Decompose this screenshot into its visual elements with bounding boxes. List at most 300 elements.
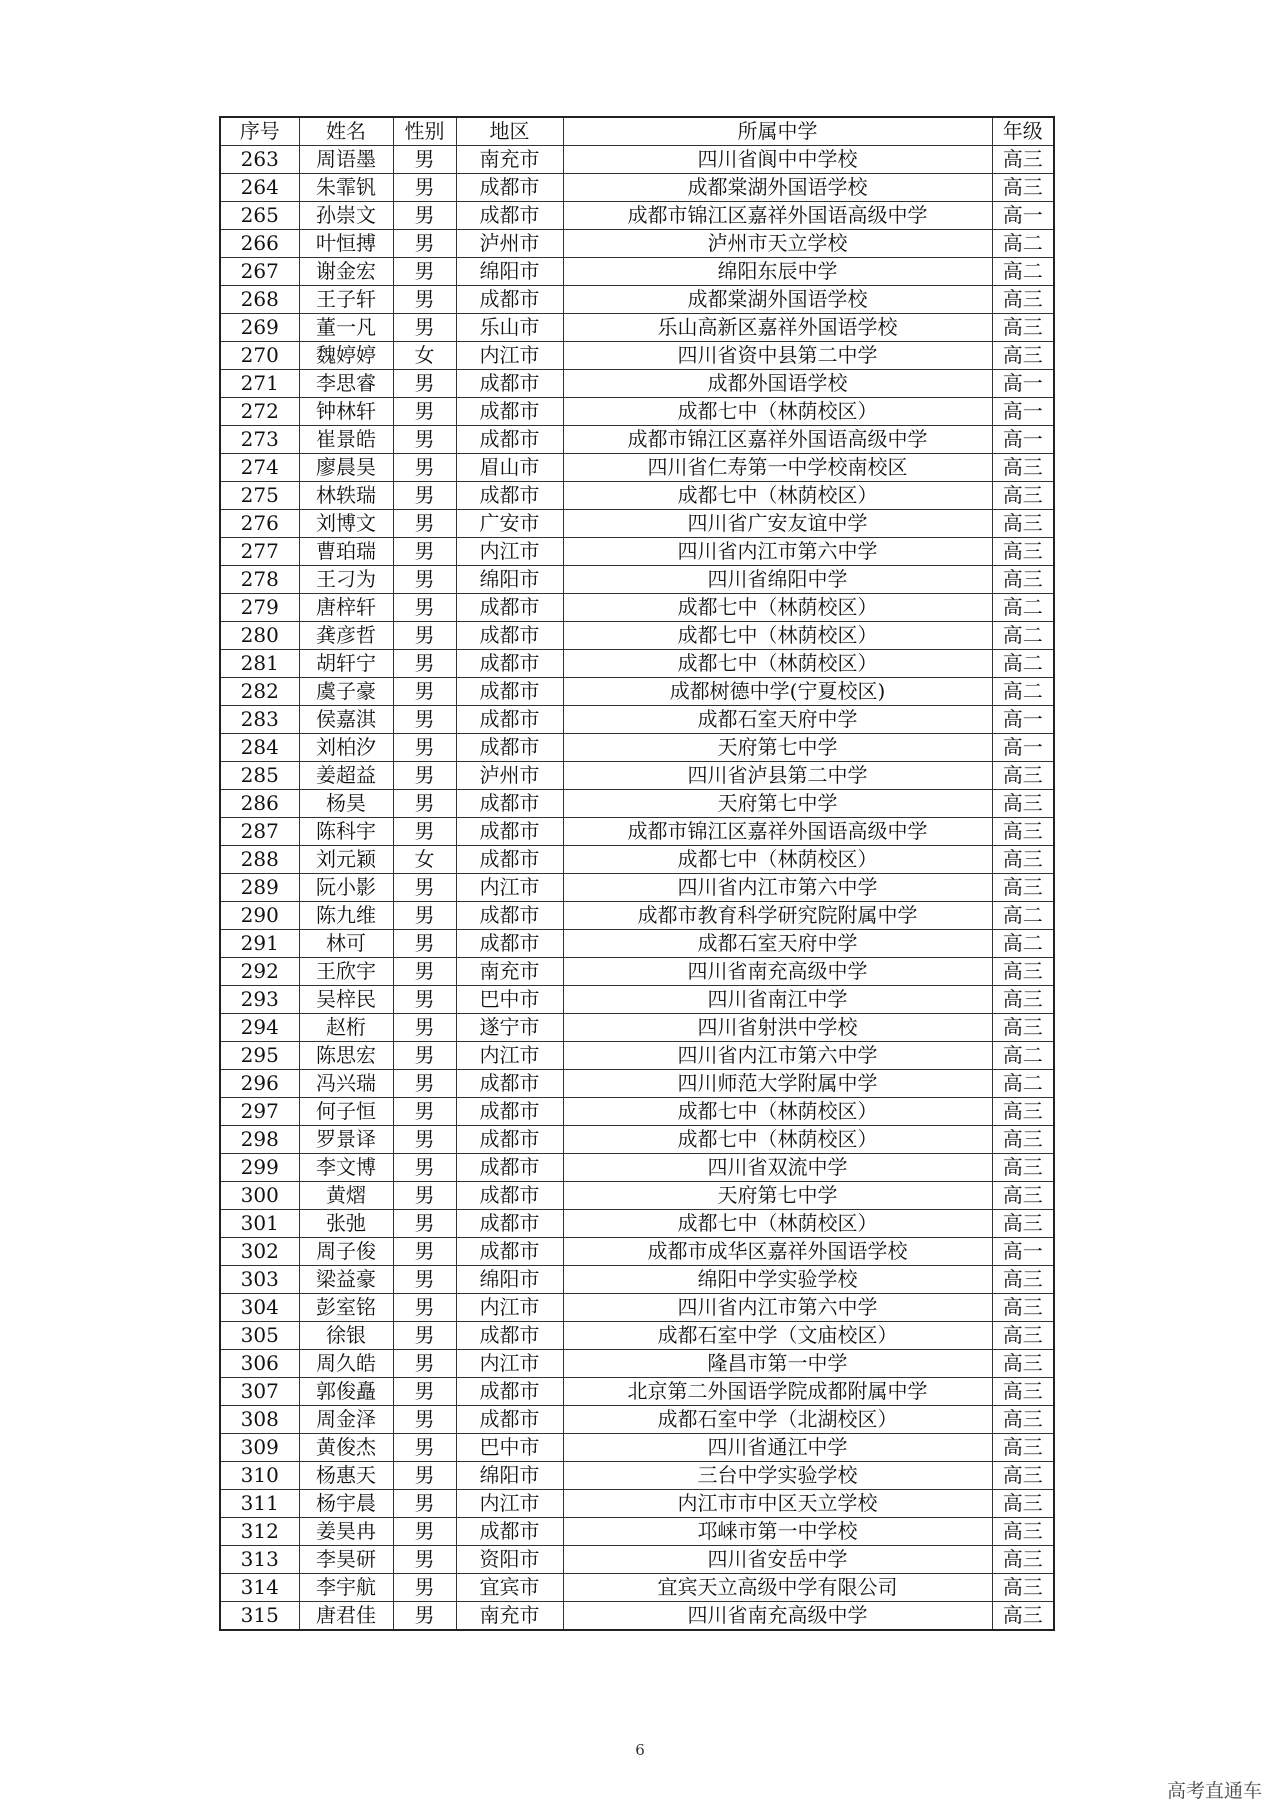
cell-index: 268 — [220, 286, 299, 314]
cell-index: 300 — [220, 1182, 299, 1210]
cell-region: 成都市 — [456, 482, 563, 510]
page-number: 6 — [635, 1741, 645, 1759]
cell-index: 287 — [220, 818, 299, 846]
cell-index: 280 — [220, 622, 299, 650]
cell-grade: 高三 — [992, 790, 1054, 818]
cell-grade: 高一 — [992, 1238, 1054, 1266]
cell-gender: 男 — [393, 930, 456, 958]
cell-name: 周金泽 — [299, 1406, 393, 1434]
cell-grade: 高三 — [992, 874, 1054, 902]
table-row — [220, 1042, 1054, 1070]
cell-index: 263 — [220, 146, 299, 174]
cell-region: 乐山市 — [456, 314, 563, 342]
table-row — [220, 1210, 1054, 1238]
cell-index: 267 — [220, 258, 299, 286]
cell-index: 301 — [220, 1210, 299, 1238]
cell-school: 四川省广安友谊中学 — [563, 510, 992, 538]
table-row — [220, 342, 1054, 370]
cell-region: 南充市 — [456, 1602, 563, 1631]
cell-name: 罗景译 — [299, 1126, 393, 1154]
table-row — [220, 622, 1054, 650]
cell-name: 孙崇文 — [299, 202, 393, 230]
table-row — [220, 1350, 1054, 1378]
cell-region: 成都市 — [456, 678, 563, 706]
cell-grade: 高一 — [992, 734, 1054, 762]
cell-index: 298 — [220, 1126, 299, 1154]
cell-region: 成都市 — [456, 286, 563, 314]
header-region: 地区 — [456, 117, 563, 146]
cell-name: 李昊研 — [299, 1546, 393, 1574]
cell-region: 资阳市 — [456, 1546, 563, 1574]
cell-gender: 男 — [393, 1294, 456, 1322]
cell-index: 315 — [220, 1602, 299, 1631]
cell-name: 刘柏汐 — [299, 734, 393, 762]
table-row — [220, 398, 1054, 426]
cell-region: 成都市 — [456, 1070, 563, 1098]
cell-index: 291 — [220, 930, 299, 958]
cell-school: 天府第七中学 — [563, 734, 992, 762]
table-row — [220, 1098, 1054, 1126]
cell-name: 王欣宇 — [299, 958, 393, 986]
cell-index: 299 — [220, 1154, 299, 1182]
cell-grade: 高三 — [992, 818, 1054, 846]
cell-school: 四川省阆中中学校 — [563, 146, 992, 174]
cell-school: 成都石室天府中学 — [563, 930, 992, 958]
cell-school: 成都外国语学校 — [563, 370, 992, 398]
cell-name: 周子俊 — [299, 1238, 393, 1266]
cell-grade: 高二 — [992, 258, 1054, 286]
cell-region: 泸州市 — [456, 230, 563, 258]
cell-index: 279 — [220, 594, 299, 622]
cell-grade: 高三 — [992, 1266, 1054, 1294]
table-row — [220, 510, 1054, 538]
cell-name: 崔景皓 — [299, 426, 393, 454]
cell-region: 成都市 — [456, 594, 563, 622]
cell-school: 隆昌市第一中学 — [563, 1350, 992, 1378]
cell-grade: 高三 — [992, 1378, 1054, 1406]
cell-school: 四川省仁寿第一中学校南校区 — [563, 454, 992, 482]
cell-index: 289 — [220, 874, 299, 902]
cell-index: 304 — [220, 1294, 299, 1322]
table-header — [220, 117, 1054, 146]
cell-index: 274 — [220, 454, 299, 482]
cell-region: 内江市 — [456, 538, 563, 566]
cell-gender: 男 — [393, 1350, 456, 1378]
cell-index: 297 — [220, 1098, 299, 1126]
table-row — [220, 1182, 1054, 1210]
header-gender: 性别 — [393, 117, 456, 146]
cell-index: 305 — [220, 1322, 299, 1350]
table-body — [220, 146, 1054, 1631]
cell-region: 南充市 — [456, 958, 563, 986]
cell-region: 成都市 — [456, 1126, 563, 1154]
cell-gender: 男 — [393, 902, 456, 930]
cell-school: 绵阳东辰中学 — [563, 258, 992, 286]
cell-region: 成都市 — [456, 1154, 563, 1182]
cell-region: 成都市 — [456, 202, 563, 230]
cell-name: 胡轩宁 — [299, 650, 393, 678]
table-row — [220, 370, 1054, 398]
cell-grade: 高三 — [992, 762, 1054, 790]
table-row — [220, 1126, 1054, 1154]
cell-grade: 高一 — [992, 426, 1054, 454]
cell-index: 270 — [220, 342, 299, 370]
cell-index: 313 — [220, 1546, 299, 1574]
cell-name: 廖晨昊 — [299, 454, 393, 482]
cell-name: 郭俊矗 — [299, 1378, 393, 1406]
cell-gender: 男 — [393, 650, 456, 678]
cell-school: 天府第七中学 — [563, 790, 992, 818]
cell-grade: 高二 — [992, 678, 1054, 706]
cell-gender: 男 — [393, 1182, 456, 1210]
cell-region: 内江市 — [456, 1490, 563, 1518]
cell-grade: 高三 — [992, 286, 1054, 314]
cell-index: 311 — [220, 1490, 299, 1518]
cell-name: 赵桁 — [299, 1014, 393, 1042]
table-row — [220, 258, 1054, 286]
cell-region: 成都市 — [456, 1378, 563, 1406]
cell-region: 成都市 — [456, 174, 563, 202]
cell-gender: 男 — [393, 1434, 456, 1462]
cell-index: 302 — [220, 1238, 299, 1266]
cell-gender: 男 — [393, 622, 456, 650]
cell-name: 彭室铭 — [299, 1294, 393, 1322]
cell-grade: 高三 — [992, 174, 1054, 202]
cell-name: 陈思宏 — [299, 1042, 393, 1070]
cell-school: 四川省南江中学 — [563, 986, 992, 1014]
cell-school: 四川省南充高级中学 — [563, 1602, 992, 1631]
cell-region: 成都市 — [456, 790, 563, 818]
cell-index: 277 — [220, 538, 299, 566]
table-row — [220, 454, 1054, 482]
cell-school: 四川省内江市第六中学 — [563, 874, 992, 902]
table-row — [220, 1154, 1054, 1182]
cell-grade: 高二 — [992, 930, 1054, 958]
table-row — [220, 930, 1054, 958]
cell-name: 董一凡 — [299, 314, 393, 342]
cell-index: 281 — [220, 650, 299, 678]
cell-gender: 男 — [393, 1210, 456, 1238]
cell-region: 绵阳市 — [456, 1462, 563, 1490]
cell-name: 周久皓 — [299, 1350, 393, 1378]
cell-region: 成都市 — [456, 1406, 563, 1434]
cell-name: 梁益豪 — [299, 1266, 393, 1294]
cell-school: 乐山高新区嘉祥外国语学校 — [563, 314, 992, 342]
cell-grade: 高三 — [992, 146, 1054, 174]
cell-region: 成都市 — [456, 818, 563, 846]
cell-name: 林轶瑞 — [299, 482, 393, 510]
cell-gender: 男 — [393, 370, 456, 398]
cell-region: 成都市 — [456, 426, 563, 454]
cell-school: 四川省资中县第二中学 — [563, 342, 992, 370]
cell-name: 王刁为 — [299, 566, 393, 594]
cell-region: 成都市 — [456, 734, 563, 762]
cell-gender: 男 — [393, 174, 456, 202]
cell-school: 成都七中（林荫校区） — [563, 622, 992, 650]
cell-index: 309 — [220, 1434, 299, 1462]
cell-school: 邛崃市第一中学校 — [563, 1518, 992, 1546]
cell-gender: 男 — [393, 482, 456, 510]
cell-gender: 男 — [393, 1238, 456, 1266]
cell-gender: 男 — [393, 1014, 456, 1042]
cell-name: 林可 — [299, 930, 393, 958]
cell-index: 276 — [220, 510, 299, 538]
cell-name: 冯兴瑞 — [299, 1070, 393, 1098]
cell-region: 内江市 — [456, 1350, 563, 1378]
cell-name: 杨昊 — [299, 790, 393, 818]
cell-school: 四川省泸县第二中学 — [563, 762, 992, 790]
cell-name: 黄熠 — [299, 1182, 393, 1210]
cell-school: 绵阳中学实验学校 — [563, 1266, 992, 1294]
cell-gender: 男 — [393, 1406, 456, 1434]
cell-gender: 男 — [393, 594, 456, 622]
cell-grade: 高三 — [992, 1462, 1054, 1490]
cell-index: 284 — [220, 734, 299, 762]
cell-school: 成都石室中学（北湖校区） — [563, 1406, 992, 1434]
cell-gender: 男 — [393, 202, 456, 230]
cell-name: 曹珀瑞 — [299, 538, 393, 566]
cell-school: 四川师范大学附属中学 — [563, 1070, 992, 1098]
cell-index: 310 — [220, 1462, 299, 1490]
cell-grade: 高三 — [992, 1154, 1054, 1182]
cell-region: 成都市 — [456, 370, 563, 398]
table-row — [220, 1378, 1054, 1406]
cell-name: 刘博文 — [299, 510, 393, 538]
cell-school: 成都市教育科学研究院附属中学 — [563, 902, 992, 930]
cell-region: 成都市 — [456, 398, 563, 426]
cell-index: 283 — [220, 706, 299, 734]
cell-gender: 女 — [393, 342, 456, 370]
table-row — [220, 1266, 1054, 1294]
cell-gender: 男 — [393, 1098, 456, 1126]
cell-region: 绵阳市 — [456, 258, 563, 286]
cell-index: 271 — [220, 370, 299, 398]
cell-grade: 高三 — [992, 1322, 1054, 1350]
table-row — [220, 1014, 1054, 1042]
cell-school: 成都棠湖外国语学校 — [563, 174, 992, 202]
cell-region: 成都市 — [456, 1182, 563, 1210]
cell-index: 288 — [220, 846, 299, 874]
table-row — [220, 846, 1054, 874]
cell-grade: 高三 — [992, 1210, 1054, 1238]
cell-region: 遂宁市 — [456, 1014, 563, 1042]
cell-grade: 高三 — [992, 1350, 1054, 1378]
cell-name: 陈九维 — [299, 902, 393, 930]
cell-region: 成都市 — [456, 846, 563, 874]
cell-gender: 男 — [393, 1462, 456, 1490]
cell-region: 成都市 — [456, 1518, 563, 1546]
cell-region: 南充市 — [456, 146, 563, 174]
cell-gender: 男 — [393, 286, 456, 314]
cell-grade: 高三 — [992, 1098, 1054, 1126]
cell-index: 306 — [220, 1350, 299, 1378]
cell-gender: 男 — [393, 706, 456, 734]
cell-gender: 男 — [393, 762, 456, 790]
table-row — [220, 1294, 1054, 1322]
cell-school: 四川省南充高级中学 — [563, 958, 992, 986]
cell-index: 296 — [220, 1070, 299, 1098]
cell-school: 四川省内江市第六中学 — [563, 1042, 992, 1070]
cell-name: 李文博 — [299, 1154, 393, 1182]
cell-region: 内江市 — [456, 1294, 563, 1322]
table-row — [220, 174, 1054, 202]
cell-gender: 男 — [393, 258, 456, 286]
cell-name: 姜昊冉 — [299, 1518, 393, 1546]
cell-index: 265 — [220, 202, 299, 230]
cell-gender: 男 — [393, 426, 456, 454]
cell-gender: 男 — [393, 510, 456, 538]
table-row — [220, 286, 1054, 314]
cell-name: 阮小影 — [299, 874, 393, 902]
cell-gender: 男 — [393, 398, 456, 426]
cell-grade: 高二 — [992, 1042, 1054, 1070]
cell-grade: 高二 — [992, 1070, 1054, 1098]
cell-name: 何子恒 — [299, 1098, 393, 1126]
cell-gender: 男 — [393, 790, 456, 818]
cell-grade: 高一 — [992, 202, 1054, 230]
cell-region: 成都市 — [456, 1322, 563, 1350]
cell-grade: 高三 — [992, 1014, 1054, 1042]
cell-school: 四川省双流中学 — [563, 1154, 992, 1182]
cell-name: 姜超益 — [299, 762, 393, 790]
cell-gender: 男 — [393, 874, 456, 902]
header-name: 姓名 — [299, 117, 393, 146]
cell-index: 312 — [220, 1518, 299, 1546]
cell-gender: 男 — [393, 1070, 456, 1098]
cell-school: 四川省安岳中学 — [563, 1546, 992, 1574]
cell-region: 绵阳市 — [456, 1266, 563, 1294]
cell-index: 308 — [220, 1406, 299, 1434]
table-row — [220, 482, 1054, 510]
cell-grade: 高三 — [992, 1574, 1054, 1602]
cell-school: 成都七中（林荫校区） — [563, 482, 992, 510]
cell-gender: 男 — [393, 1490, 456, 1518]
cell-school: 成都市成华区嘉祥外国语学校 — [563, 1238, 992, 1266]
table-row — [220, 314, 1054, 342]
cell-region: 成都市 — [456, 902, 563, 930]
cell-region: 巴中市 — [456, 986, 563, 1014]
table-row — [220, 202, 1054, 230]
cell-index: 292 — [220, 958, 299, 986]
cell-region: 成都市 — [456, 1098, 563, 1126]
cell-grade: 高三 — [992, 342, 1054, 370]
cell-gender: 男 — [393, 734, 456, 762]
header-school: 所属中学 — [563, 117, 992, 146]
cell-school: 成都石室中学（文庙校区） — [563, 1322, 992, 1350]
cell-index: 282 — [220, 678, 299, 706]
cell-name: 唐君佳 — [299, 1602, 393, 1631]
cell-school: 成都七中（林荫校区） — [563, 398, 992, 426]
cell-region: 广安市 — [456, 510, 563, 538]
cell-gender: 男 — [393, 986, 456, 1014]
cell-school: 四川省内江市第六中学 — [563, 1294, 992, 1322]
cell-gender: 男 — [393, 230, 456, 258]
cell-school: 成都七中（林荫校区） — [563, 846, 992, 874]
cell-index: 266 — [220, 230, 299, 258]
cell-name: 王子轩 — [299, 286, 393, 314]
cell-name: 李宇航 — [299, 1574, 393, 1602]
cell-school: 成都七中（林荫校区） — [563, 1210, 992, 1238]
cell-grade: 高三 — [992, 1182, 1054, 1210]
table-row — [220, 1490, 1054, 1518]
cell-name: 刘元颖 — [299, 846, 393, 874]
cell-grade: 高三 — [992, 1490, 1054, 1518]
cell-name: 虞子豪 — [299, 678, 393, 706]
table-row — [220, 706, 1054, 734]
cell-gender: 男 — [393, 1518, 456, 1546]
cell-grade: 高三 — [992, 1406, 1054, 1434]
cell-grade: 高三 — [992, 314, 1054, 342]
table-row — [220, 986, 1054, 1014]
table-row — [220, 1574, 1054, 1602]
table-row — [220, 1434, 1054, 1462]
cell-grade: 高三 — [992, 986, 1054, 1014]
cell-school: 成都七中（林荫校区） — [563, 1126, 992, 1154]
cell-index: 275 — [220, 482, 299, 510]
cell-name: 侯嘉淇 — [299, 706, 393, 734]
cell-name: 陈科宇 — [299, 818, 393, 846]
table-row — [220, 762, 1054, 790]
cell-gender: 男 — [393, 1154, 456, 1182]
cell-name: 朱霏钒 — [299, 174, 393, 202]
table-row — [220, 650, 1054, 678]
table-row — [220, 146, 1054, 174]
cell-grade: 高二 — [992, 594, 1054, 622]
cell-gender: 男 — [393, 1602, 456, 1631]
cell-gender: 男 — [393, 1042, 456, 1070]
cell-school: 宜宾天立高级中学有限公司 — [563, 1574, 992, 1602]
cell-school: 四川省绵阳中学 — [563, 566, 992, 594]
cell-gender: 男 — [393, 1546, 456, 1574]
cell-school: 成都树德中学(宁夏校区) — [563, 678, 992, 706]
cell-index: 273 — [220, 426, 299, 454]
table-row — [220, 1322, 1054, 1350]
cell-grade: 高三 — [992, 454, 1054, 482]
table-row — [220, 426, 1054, 454]
cell-grade: 高三 — [992, 1602, 1054, 1631]
cell-region: 成都市 — [456, 1210, 563, 1238]
cell-school: 四川省射洪中学校 — [563, 1014, 992, 1042]
cell-index: 285 — [220, 762, 299, 790]
cell-school: 天府第七中学 — [563, 1182, 992, 1210]
cell-index: 303 — [220, 1266, 299, 1294]
cell-grade: 高一 — [992, 398, 1054, 426]
cell-region: 成都市 — [456, 930, 563, 958]
table-row — [220, 1070, 1054, 1098]
cell-grade: 高二 — [992, 230, 1054, 258]
cell-school: 成都市锦江区嘉祥外国语高级中学 — [563, 426, 992, 454]
table-row — [220, 790, 1054, 818]
cell-school: 成都市锦江区嘉祥外国语高级中学 — [563, 818, 992, 846]
table-row — [220, 1238, 1054, 1266]
cell-name: 杨惠天 — [299, 1462, 393, 1490]
cell-school: 四川省通江中学 — [563, 1434, 992, 1462]
cell-grade: 高三 — [992, 1294, 1054, 1322]
cell-region: 成都市 — [456, 706, 563, 734]
cell-gender: 女 — [393, 846, 456, 874]
cell-gender: 男 — [393, 538, 456, 566]
cell-grade: 高一 — [992, 706, 1054, 734]
cell-gender: 男 — [393, 1126, 456, 1154]
cell-school: 成都七中（林荫校区） — [563, 1098, 992, 1126]
table-row — [220, 594, 1054, 622]
cell-region: 内江市 — [456, 1042, 563, 1070]
table-row — [220, 566, 1054, 594]
cell-region: 成都市 — [456, 622, 563, 650]
cell-region: 内江市 — [456, 342, 563, 370]
cell-gender: 男 — [393, 1266, 456, 1294]
cell-name: 唐梓轩 — [299, 594, 393, 622]
